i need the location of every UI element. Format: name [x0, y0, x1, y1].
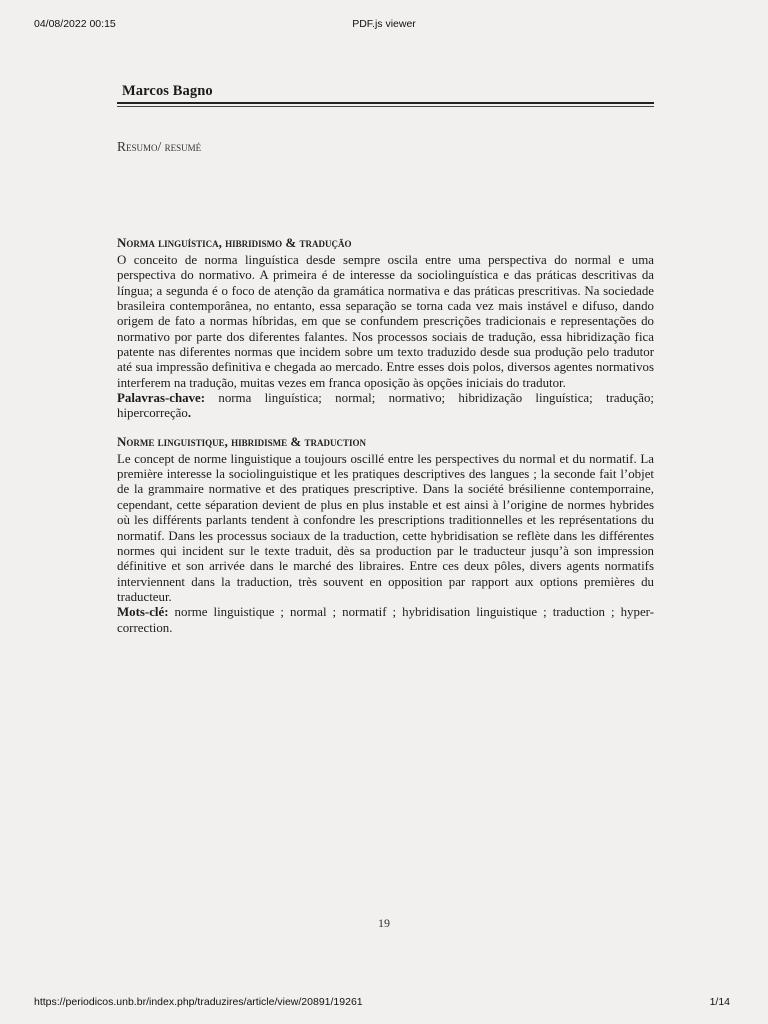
- abstract-pt: O conceito de norma linguística desde sempre oscila entre uma perspectiva do normal e uma perspectiva do normativo. A primeira é de interesse da sociolinguística e das práticas descritivas da língua; a segunda é o foco de atenção da gramática normativa e das práticas prescritivas. Na sociedade brasileira contemporânea, no entanto, essa separação se torna cada vez mais instável e difuso, dando origem de fato a normas híbridas, em que se confundem prescrições tradicionais e representações do normativo por parte dos diferentes falantes. Nos processos sociais de tradução, essa hibridização fica patente nas diferentes normas que incidem sobre um texto traduzido desde sua produção pelo tradutor até sua impressão definitiva e chegada ao mercado. Entre esses dois polos, diversos agentes normativos interferem na tradução, muitas vezes em franca oposição às opções iniciais do tradutor.: [117, 253, 654, 390]
- keywords-list-pt: norma linguística; normal; normativo; hibridização linguística; tradução; hipercorreção: [117, 391, 654, 421]
- page-number: 19: [378, 916, 390, 930]
- keywords-pt: [117, 391, 654, 422]
- resumo-heading: Resumo/ resumé: [117, 139, 202, 154]
- section-title-pt: Norma linguística, hibridismo & tradução: [117, 235, 352, 250]
- keywords-end-pt: .: [187, 406, 192, 421]
- keywords-label-pt: Palavras-chave:: [117, 391, 206, 406]
- keywords-fr: [117, 605, 654, 636]
- section-title-fr: Norme linguistique, hibridisme & traduction: [117, 433, 367, 449]
- print-page-count: 1/14: [709, 996, 730, 1008]
- abstract-fr: Le concept de norme linguistique a toujours oscillé entre les perspectives du normal et du normatif. La première interesse la sociolinguistique et les pratiques descriptives des langues ; la seconde fait l’objet de la grammaire normative et des pratiques prescriptive. Dans la société brésilienne contemporraine, cependant, cette séparation devient de plus en plus instable et est ainsi à l’origine de normes hybrides où les différents parlants tendent à confondre les prescriptions traditionnelles et les représentations du normatif. Dans les processus sociaux de la traduction, cette hybridisation se reflète dans les différentes normes qui incident sur le texte traduit, dès sa production par le traducteur jusqu’à son impression définitive et son arrivée dans le marché des libraires. Entre ces deux pôles, divers agents normatifs interviennent dans la traduction, très souvent en opposition par rapport aux options premières du traducteur.: [117, 451, 654, 604]
- print-datetime: 04/08/2022 00:15: [34, 18, 116, 30]
- print-url[interactable]: https://periodicos.unb.br/index.php/traduzires/article/view/20891/19261: [34, 996, 363, 1008]
- print-title: PDF.js viewer: [352, 18, 416, 30]
- header-rule-thick: [117, 102, 654, 104]
- keywords-list-fr: norme linguistique ; normal ; normatif ; hybridisation linguistique ; traduction ; hyper-correction.: [117, 605, 654, 635]
- document-page: [117, 80, 654, 636]
- author-name: Marcos Bagno: [122, 83, 213, 99]
- keywords-label-fr: Mots-clé:: [117, 605, 169, 620]
- header-rule-thin: [117, 106, 654, 107]
